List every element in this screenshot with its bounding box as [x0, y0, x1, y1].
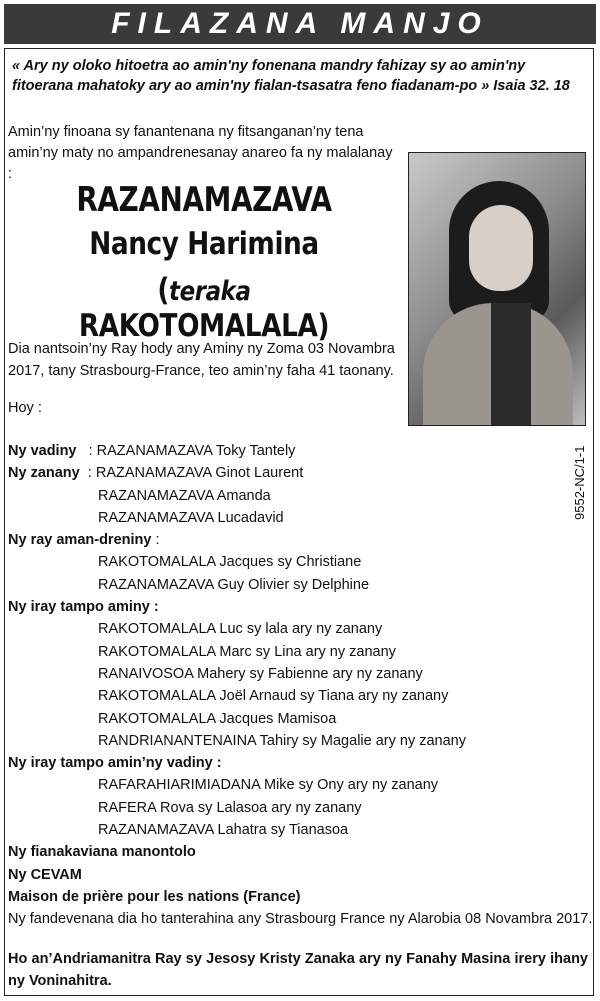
photo-scarf: [491, 303, 531, 425]
other-mourner: [8, 886, 588, 908]
maiden-prefix: teraka: [169, 276, 251, 307]
child-name: RAZANAMAZAVA Lucadavid: [98, 509, 284, 526]
sibling-name: RAKOTOMALALA Jacques Mamisoa: [98, 710, 337, 727]
other-mourner-label: Ny fianakaviana manontolo: [8, 844, 196, 861]
intro-text: Amin’ny finoana sy fanantenana ny fitsanganan’ny tena amin’ny maty no ampandrenesanay anareo fa ny malalanay :: [8, 124, 393, 182]
other-mourner-label: Ny CEVAM: [8, 866, 82, 883]
portrait-photo: [408, 152, 586, 426]
child-name: : RAZANAMAZAVA Ginot Laurent: [87, 465, 304, 482]
reference-code: 9552-NC/1-1: [572, 445, 587, 520]
spouse-sibling-name: RAFERA Rova sy Lalasoa ary ny zanany: [98, 799, 362, 816]
spouse-row: [8, 440, 588, 462]
spouse-sibling-name: RAFARAHIARIMIADANA Mike sy Ony ary ny zanany: [98, 777, 439, 794]
child-name: RAZANAMAZAVA Amanda: [98, 487, 271, 504]
other-mourner: [8, 841, 588, 863]
maiden-paren: (: [157, 272, 170, 308]
family-list: [8, 440, 593, 931]
sibling-name: RAKOTOMALALA Luc sy lala ary ny zanany: [98, 621, 383, 638]
closing-doxology: Ho an’Andriamanitra Ray sy Jesosy Kristy Zanaka ary ny Fanahy Masina irery ihany ny Voninahitra.: [8, 951, 588, 989]
hoy-label: Hoy :: [8, 400, 42, 416]
parent-name: RAZANAMAZAVA Guy Olivier sy Delphine: [98, 576, 370, 593]
photo-face: [469, 205, 533, 291]
spouse-label: Ny vadiny: [8, 443, 77, 459]
spouse-siblings-row: [8, 752, 588, 774]
other-mourner: [8, 864, 588, 886]
funeral-info: Ny fandevenana dia ho tanterahina any Strasbourg France ny Alarobia 08 Novambra 2017.: [8, 911, 593, 928]
sibling-name: RAKOTOMALALA Marc sy Lina ary ny zanany: [98, 643, 396, 660]
sibling-name: RAKOTOMALALA Joël Arnaud sy Tiana ary ny zanany: [98, 688, 449, 705]
spouse-sibling-name: RAZANAMAZAVA Lahatra sy Tianasoa: [98, 822, 349, 839]
maiden-surname: RAKOTOMALALA): [78, 308, 330, 344]
siblings-row: [8, 596, 588, 618]
parents-label: Ny ray aman-dreniny: [8, 532, 152, 549]
header-title: FILAZANA MANJO: [4, 4, 596, 44]
other-mourner-label: Maison de prière pour les nations (France): [8, 888, 301, 905]
spouse-name: : RAZANAMAZAVA Toky Tantely: [88, 443, 296, 459]
parents-colon: :: [151, 532, 160, 549]
siblings-label: Ny iray tampo aminy :: [8, 599, 159, 616]
deceased-maiden-name: [37, 272, 370, 344]
spouse-siblings-label: Ny iray tampo amin’ny vadiny :: [8, 755, 222, 772]
children-label: Ny zanany: [8, 465, 80, 482]
children-row: [8, 462, 588, 484]
deceased-surname: RAZANAMAZAVA: [76, 180, 332, 220]
sibling-name: RANDRIANANTENAINA Tahiry sy Magalie ary ny zanany: [98, 732, 466, 749]
death-announcement: Dia nantsoin’ny Ray hody any Aminy ny Zoma 03 Novambra 2017, tany Strasbourg-France, teo amin’ny faha 41 taonany.: [8, 341, 395, 379]
parents-row: [8, 529, 588, 551]
sibling-name: RANAIVOSOA Mahery sy Fabienne ary ny zanany: [98, 665, 423, 682]
deceased-given-names: Nancy Harimina: [89, 226, 319, 262]
bible-quote: « Ary ny oloko hitoetra ao amin'ny fonenana mandry fahizay sy ao amin'ny fitoerana mahatoky ary ao amin'ny fialan-tsasatra feno fiadanam-po » Isaia 32. 18: [12, 58, 570, 94]
parent-name: RAKOTOMALALA Jacques sy Christiane: [98, 554, 362, 571]
